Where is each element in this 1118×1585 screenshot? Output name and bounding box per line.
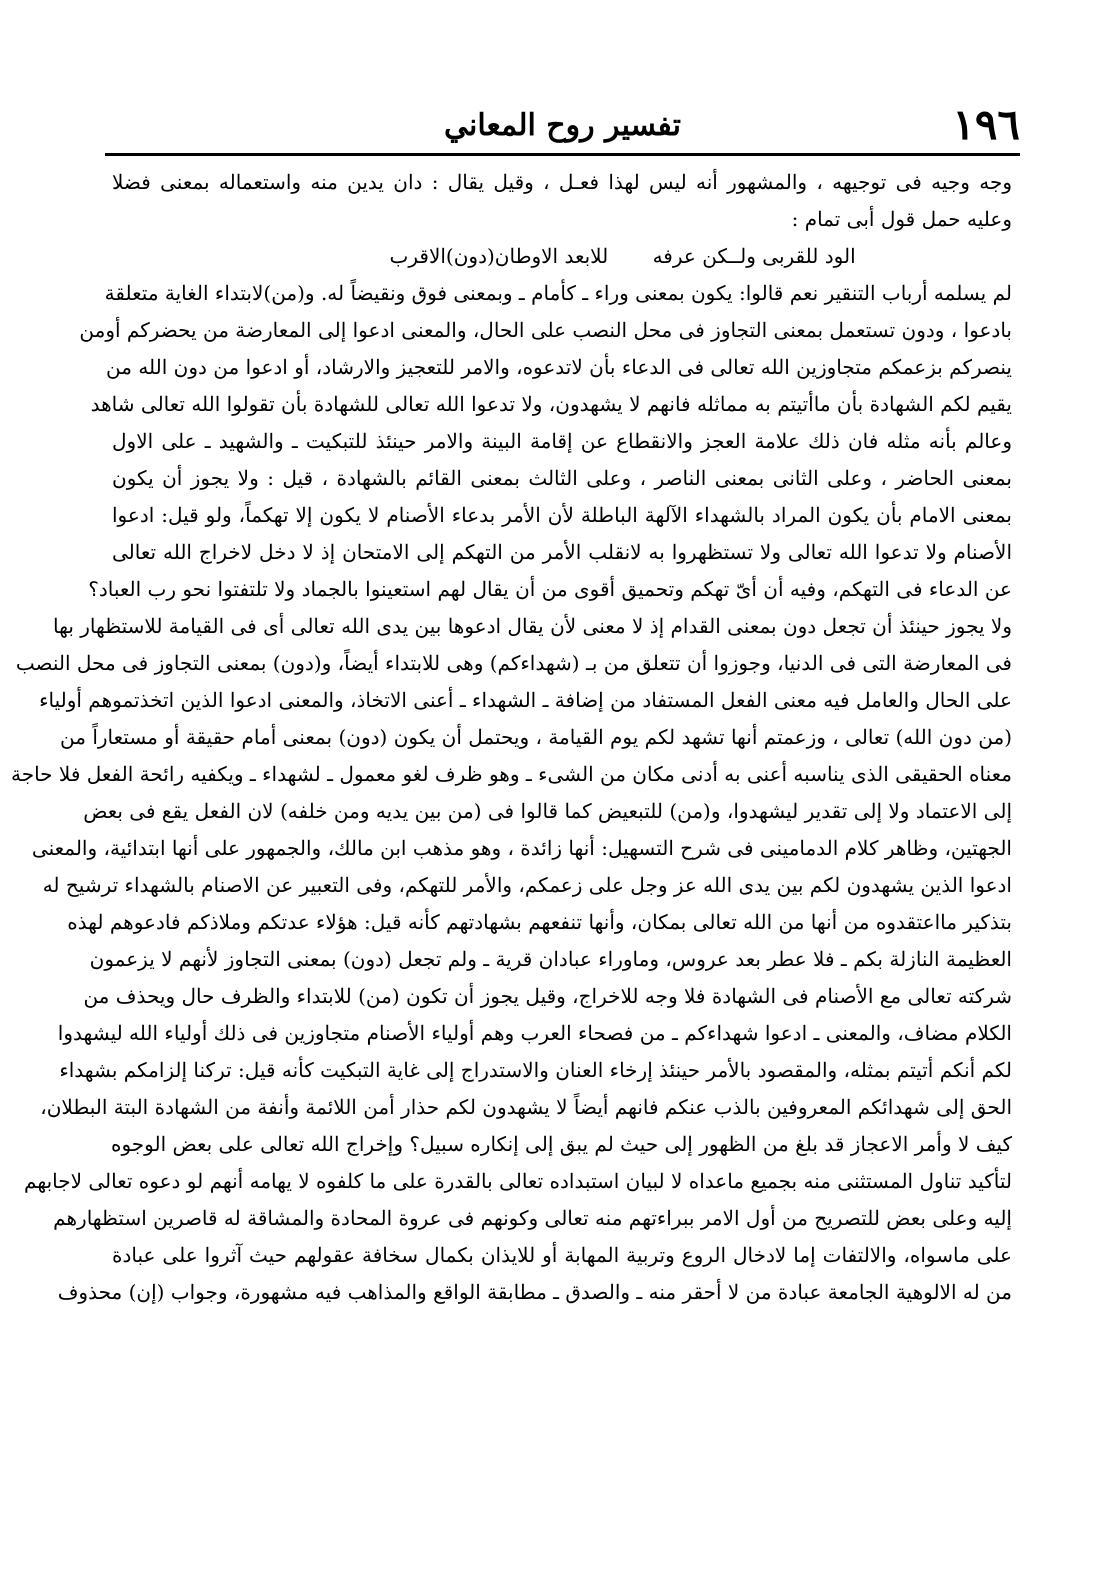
running-title: تفسير روح المعاني [444, 108, 681, 143]
text-line: شركته تعالى مع الأصنام فى الشهادة فلا وجه للاخراج، وقيل يجوز أن تكون (من) للابتداء والظرف حال ويحذف من [83, 984, 1012, 1008]
text-line: بتذكير مااعتقدوه من أنها من الله تعالى بمكان، وأنها تنفعهم بشهادتهم كأنه قيل: هؤلاء عدتكم وملاذكم فادعوهم لهذه [67, 910, 1012, 934]
text-line: فى المعارضة التى فى الدنيا، وجوزوا أن تتعلق من بـ (شهداءكم) وهى للابتداء أيضاً، و(دون) بمعنى التجاوز فى محل النصب [15, 651, 1012, 675]
text-line: بمعنى الحاضر ، وعلى الثانى بمعنى الناصر ، وعلى الثالث بمعنى القائم بالشهادة ، قيل : ولا يجوز أن يكون [112, 466, 1012, 490]
header-rule [105, 153, 1020, 156]
text-line: معناه الحقيقى الذى يناسبه أعنى به أدنى مكان من الشىء ـ وهو ظرف لغو معمول ـ لشهداء ـ ويكفيه رائحة الفعل فلا حاجة [10, 762, 1012, 786]
text-line: وعليه حمل قول أبى تمام : [791, 207, 1012, 231]
body-text [10, 164, 1012, 1311]
text-line: بادعوا ، ودون تستعمل بمعنى التجاوز فى محل النصب على الحال، والمعنى ادعوا إلى المعارضة من يحضركم أومن [79, 318, 1012, 342]
text-line: إلى الاعتماد ولا إلى تقدير ليشهدوا، و(من) للتبعيض كما قالوا فى (من بين يديه ومن خلفه) لان الفعل يقع فى بعض [83, 799, 1012, 823]
verse-hemistich-2: للابعد الاوطان(دون)الاقرب [389, 244, 609, 268]
text-line: الكلام مضاف، والمعنى ـ ادعوا شهداءكم ـ من فصحاء العرب وهم أولياء الأصنام متجاوزين فى ذلك أولياء الله ليشهدوا [57, 1021, 1012, 1045]
text-line: العظيمة النازلة بكم ـ فلا عطر بعد عروس، وماوراء عبادان قرية ـ ولم تجعل (دون) بمعنى التجاوز لأنهم لا يزعمون [89, 947, 1012, 971]
poetry-verse [112, 238, 1012, 275]
page-number: ١٩٦ [952, 100, 1020, 149]
text-line: وجه وجيه فى توجيهه ، والمشهور أنه ليس لهذا فعـل ، وقيل يقال : دان يدين منه واستعماله بمعنى فضلا [112, 170, 1012, 194]
page-header [105, 100, 1020, 150]
text-line: من له الالوهية الجامعة عبادة من لا أحقر منه ـ والصدق ـ مطابقة الواقع والمذاهب فيه مشهورة، وجواب (إن) محذوف [57, 1280, 1012, 1304]
text-line: الأصنام ولا تدعوا الله تعالى ولا تستظهروا به لانقلب الأمر من التهكم إلى الامتحان إذ لا دخل لاخراج الله تعالى [112, 540, 1012, 564]
text-line: وعالم بأنه مثله فان ذلك علامة العجز والانقطاع عن إقامة البينة والامر حينئذ للتبكيت ـ والشهيد ـ على الاول [112, 429, 1012, 453]
text-line: الجهتين، وظاهر كلام الدمامينى فى شرح التسهيل: أنها زائدة ، وهو مذهب ابن مالك، والجمهور على أنها ابتدائية، والمعنى [31, 836, 1012, 860]
text-line: كيف لا وأمر الاعجاز قد بلغ من الظهور إلى حيث لم يبق إلى إنكاره سبيل؟ وإخراج الله تعالى على بعض الوجوه [110, 1132, 1012, 1156]
text-line: ولا يجوز حينئذ أن تجعل دون بمعنى القدام إذ لا معنى لأن يقال ادعوها بين يدى الله تعالى أى فى القيامة للاستظهار بها [53, 614, 1012, 638]
text-line: عن الدعاء فى التهكم، وفيه أن أىّ تهكم وتحميق أقوى من أن يقال لهم استعينوا بالجماد ولا تلتفتوا نحو رب العباد؟ [88, 577, 1012, 601]
text-line: إليه وعلى بعض للتصريح من أول الامر ببراءتهم منه تعالى وكونهم فى عروة المحادة والمشاقة له قاصرين استظهارهم [53, 1206, 1012, 1230]
text-line: لتأكيد تناول المستثنى منه بجميع ماعداه لا لبيان استبداده تعالى بالقدرة على ما كلفوه لا يهامه أنهم لو دعوه تعالى لاجابهم [24, 1169, 1012, 1193]
text-line: الحق إلى شهدائكم المعروفين بالذب عنكم فانهم أيضاً لا يشهدون لكم حذار أمن اللائمة وأنفة من الشهادة البتة البطلان، [40, 1095, 1012, 1119]
verse-hemistich-1: الود للقربى ولــكن عرفه [652, 244, 856, 268]
text-line: على ماسواه، والالتفات إما لادخال الروع وتربية المهابة أو للايذان بكمال سخافة عقولهم حيث آثروا على عبادة [112, 1243, 1012, 1267]
text-line: لم يسلمه أرباب التنقير نعم قالوا: يكون بمعنى وراء ـ كأمام ـ وبمعنى فوق ونقيضاً له. و(من)لابتداء الغاية متعلقة [104, 281, 1012, 305]
text-line: (من دون الله) تعالى ، وزعمتم أنها تشهد لكم يوم القيامة ، ويحتمل أن يكون (دون) بمعنى أمام حقيقة أو مستعاراً من [60, 725, 1012, 749]
text-line: على الحال والعامل فيه معنى الفعل المستفاد من إضافة ـ الشهداء ـ أعنى الاتخاذ، والمعنى ادعوا الذين اتخذتموهم أولياء [39, 688, 1012, 712]
text-line: لكم أنكم أتيتم بمثله، والمقصود بالأمر حينئذ إرخاء العنان والاستدراج إلى غاية التبكيت كأنه قيل: تركنا إلزامكم بشهداء [59, 1058, 1012, 1082]
text-line: ينصركم بزعمكم متجاوزين الله تعالى فى الدعاء بأن لاتدعوه، والامر للتعجيز والارشاد، أو ادعوا من دون الله من [106, 355, 1012, 379]
text-line: بمعنى الامام بأن يكون المراد بالشهداء الآلهة الباطلة لأن الأمر بدعاء الأصنام لا يكون إلا تهكماً، ولو قيل: ادعوا [112, 503, 1012, 527]
text-line: ادعوا الذين يشهدون لكم بين يدى الله عز وجل على زعمكم، والأمر للتهكم، وفى التعبير عن الاصنام بالشهداء ترشيح له [42, 873, 1012, 897]
text-line: يقيم لكم الشهادة بأن ماأتيتم به مماثله فانهم لا يشهدون، ولا تدعوا الله تعالى للشهادة بأن تقولوا الله تعالى شاهد [90, 392, 1012, 416]
